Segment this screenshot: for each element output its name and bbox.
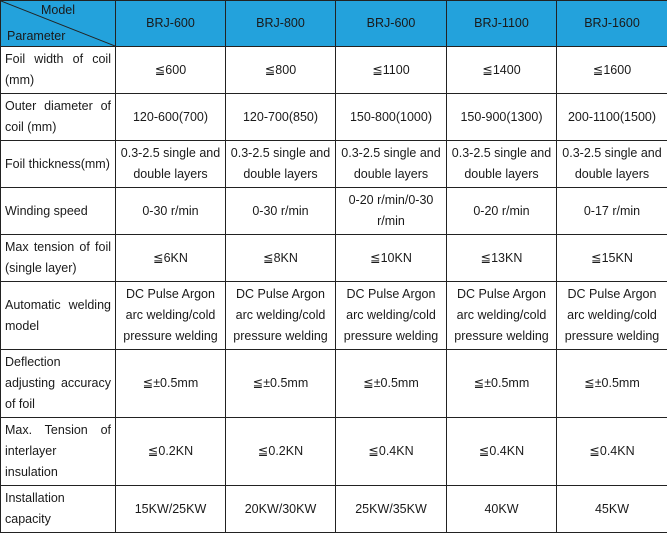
value-cell: ≦0.2KN (226, 418, 336, 486)
value-cell: ≦1600 (557, 47, 667, 94)
param-label: Automatic welding model (1, 282, 116, 350)
header-corner-cell (1, 1, 116, 47)
model-header: BRJ-600 (116, 1, 226, 47)
table-row (1, 350, 667, 418)
table-row (1, 282, 667, 350)
value-cell: 25KW/35KW (336, 486, 447, 533)
model-header: BRJ-800 (226, 1, 336, 47)
value-cell: 0.3-2.5 single and double layers (336, 141, 447, 188)
table-row (1, 188, 667, 235)
value-cell: 150-800(1000) (336, 94, 447, 141)
value-cell: 0-20 r/min/0-30 r/min (336, 188, 447, 235)
value-cell: 150-900(1300) (447, 94, 557, 141)
value-cell: 0-30 r/min (226, 188, 336, 235)
value-cell: 40KW (447, 486, 557, 533)
value-cell: ≦1100 (336, 47, 447, 94)
header-row (1, 1, 667, 47)
value-cell: ≦800 (226, 47, 336, 94)
value-cell: 15KW/25KW (116, 486, 226, 533)
value-cell: ≦0.2KN (116, 418, 226, 486)
table-row (1, 141, 667, 188)
table-row (1, 235, 667, 282)
param-label: Installation capacity (1, 486, 116, 533)
corner-label-model: Model (1, 1, 115, 19)
value-cell: ≦0.4KN (336, 418, 447, 486)
param-label: Max. Tension of interlayer insulation (1, 418, 116, 486)
param-label: Deflection adjusting accuracy of foil (1, 350, 116, 418)
value-cell: ≦0.4KN (447, 418, 557, 486)
param-label: Foil thickness(mm) (1, 141, 116, 188)
corner-label-parameter: Parameter (7, 26, 65, 46)
value-cell: DC Pulse Argon arc welding/cold pressure welding (336, 282, 447, 350)
value-cell: DC Pulse Argon arc welding/cold pressure welding (447, 282, 557, 350)
value-cell: ≦±0.5mm (557, 350, 667, 418)
value-cell: ≦600 (116, 47, 226, 94)
model-header: BRJ-1600 (557, 1, 667, 47)
value-cell: 0-30 r/min (116, 188, 226, 235)
value-cell: 0.3-2.5 single and double layers (447, 141, 557, 188)
value-cell: ≦10KN (336, 235, 447, 282)
param-label: Winding speed (1, 188, 116, 235)
value-cell: 0.3-2.5 single and double layers (226, 141, 336, 188)
table-row (1, 94, 667, 141)
value-cell: ≦15KN (557, 235, 667, 282)
value-cell: 0-17 r/min (557, 188, 667, 235)
value-cell: ≦±0.5mm (226, 350, 336, 418)
value-cell: ≦±0.5mm (116, 350, 226, 418)
table-row (1, 47, 667, 94)
value-cell: DC Pulse Argon arc welding/cold pressure welding (226, 282, 336, 350)
param-label: Foil width of coil (mm) (1, 47, 116, 94)
value-cell: 120-600(700) (116, 94, 226, 141)
value-cell: 0.3-2.5 single and double layers (116, 141, 226, 188)
value-cell: ≦±0.5mm (447, 350, 557, 418)
table-row (1, 486, 667, 533)
value-cell: 0-20 r/min (447, 188, 557, 235)
table-row (1, 418, 667, 486)
model-header: BRJ-600 (336, 1, 447, 47)
value-cell: DC Pulse Argon arc welding/cold pressure welding (116, 282, 226, 350)
value-cell: ≦6KN (116, 235, 226, 282)
value-cell: 200-1100(1500) (557, 94, 667, 141)
value-cell: ≦1400 (447, 47, 557, 94)
value-cell: 45KW (557, 486, 667, 533)
value-cell: 0.3-2.5 single and double layers (557, 141, 667, 188)
value-cell: ≦±0.5mm (336, 350, 447, 418)
value-cell: ≦13KN (447, 235, 557, 282)
value-cell: 120-700(850) (226, 94, 336, 141)
param-label: Outer diameter of coil (mm) (1, 94, 116, 141)
value-cell: DC Pulse Argon arc welding/cold pressure welding (557, 282, 667, 350)
value-cell: 20KW/30KW (226, 486, 336, 533)
param-label: Max tension of foil (single layer) (1, 235, 116, 282)
value-cell: ≦8KN (226, 235, 336, 282)
value-cell: ≦0.4KN (557, 418, 667, 486)
model-header: BRJ-1100 (447, 1, 557, 47)
